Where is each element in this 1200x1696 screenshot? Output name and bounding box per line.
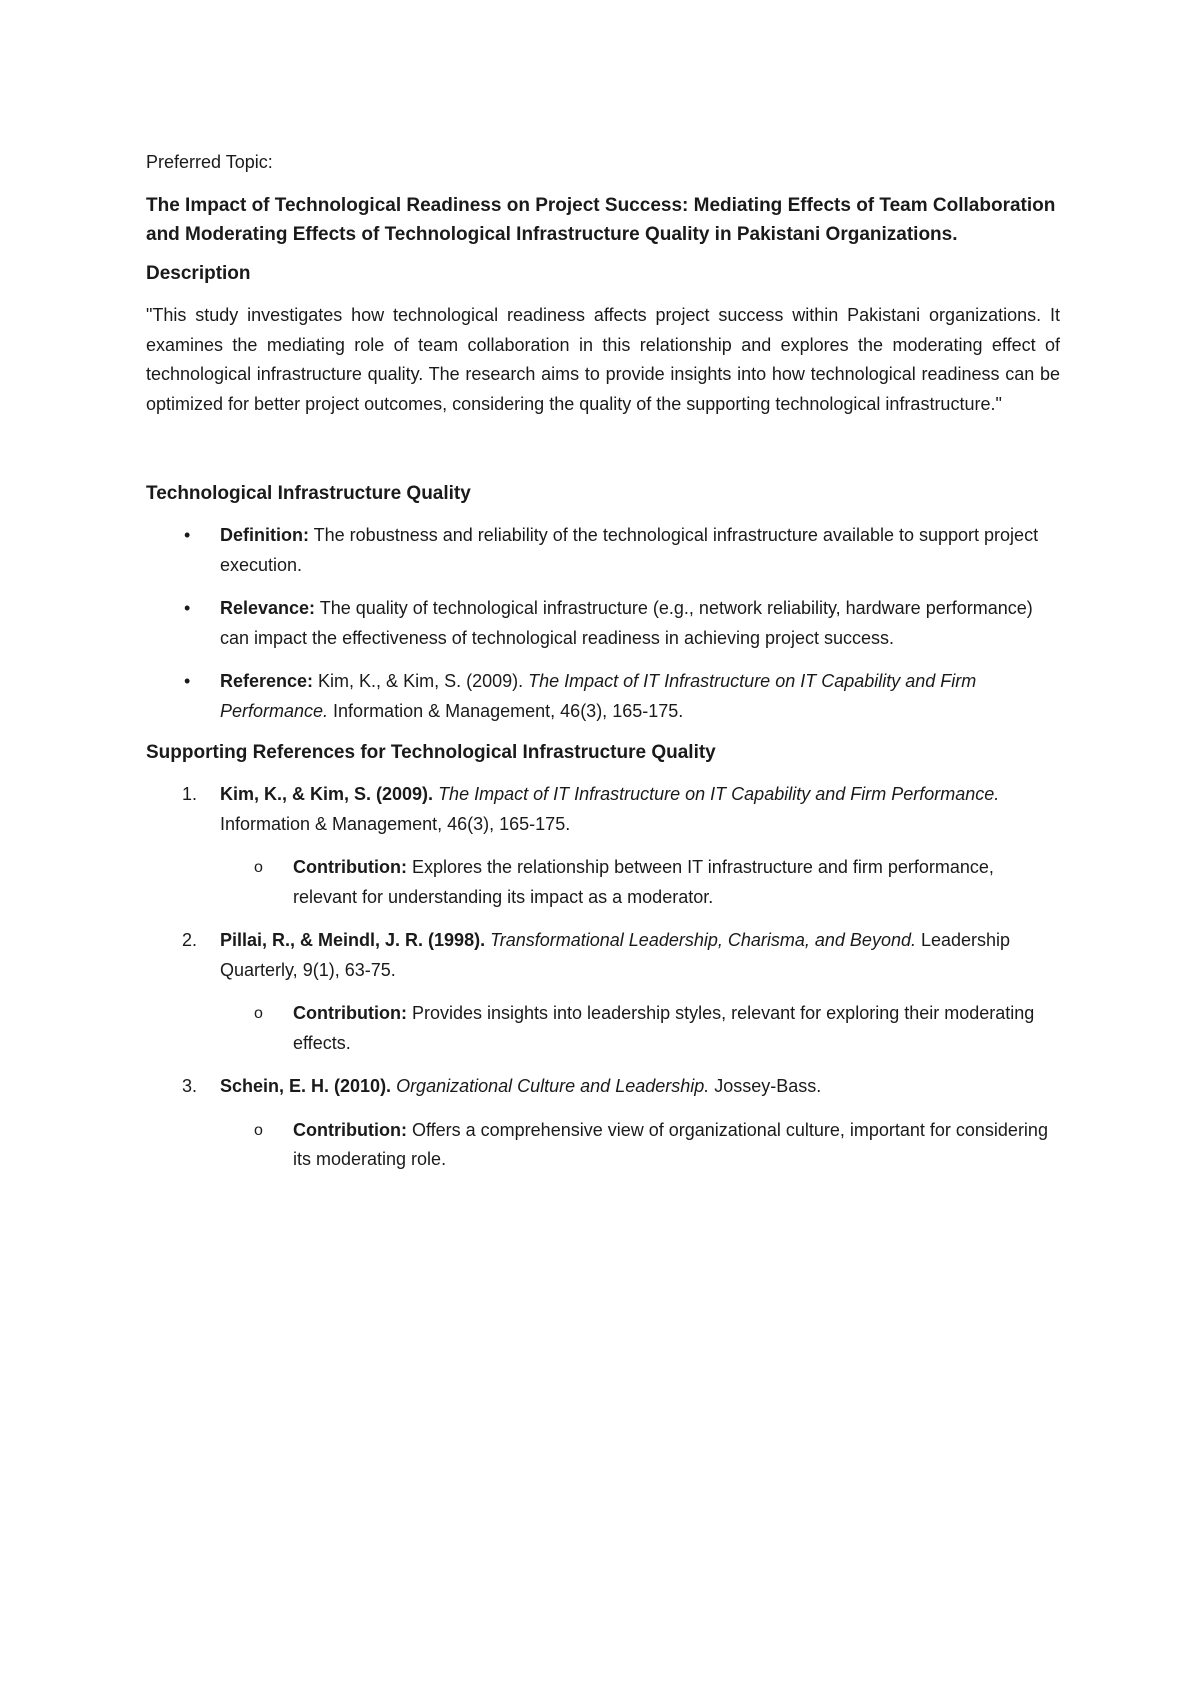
tiq-item-text: The robustness and reliability of the technological infrastructure available to support project execution. — [220, 525, 1039, 575]
references-list — [146, 780, 1060, 1175]
document-body — [146, 150, 1060, 1189]
reference-number: 1. — [182, 784, 198, 804]
tiq-item-relevance — [146, 594, 1060, 653]
contribution-text: Explores the relationship between IT infrastructure and firm performance, relevant for understanding its impact as a moderator. — [293, 857, 994, 907]
references-heading: Supporting References for Technological Infrastructure Quality — [146, 742, 716, 763]
reference-authors: Schein, E. H. (2010). — [220, 1076, 392, 1096]
preferred-topic-label: Preferred Topic: — [146, 152, 273, 172]
tiq-item-text: The quality of technological infrastructure (e.g., network reliability, hardware performance) can impact the effectiveness of technological readiness in achieving project success. — [220, 598, 1033, 648]
tiq-list — [146, 521, 1060, 726]
contribution-list — [220, 853, 1060, 912]
tiq-item-definition — [146, 521, 1060, 580]
reference-item — [146, 780, 1060, 912]
tiq-item-text: Kim, K., & Kim, S. (2009). — [313, 671, 529, 691]
tiq-item-label: Relevance: — [220, 598, 316, 618]
reference-item — [146, 1072, 1060, 1175]
sub-bullet-icon: o — [254, 1005, 263, 1022]
contribution-label: Contribution: — [293, 1003, 407, 1023]
reference-source: Information & Management, 46(3), 165-175. — [220, 813, 571, 834]
bullet-icon: • — [184, 671, 191, 691]
contribution-label: Contribution: — [293, 857, 407, 877]
contribution-item — [220, 1116, 1060, 1175]
contribution-label: Contribution: — [293, 1119, 407, 1140]
document-title: The Impact of Technological Readiness on Project Success: Mediating Effects of Team Collaboration and Moderating Effects of Technological Infrastructure Quality in Pakistani Organizations. — [146, 195, 1056, 245]
tiq-item-italic: The Impact of IT Infrastructure on IT Capability and Firm Performance. — [220, 671, 977, 721]
contribution-list — [220, 999, 1060, 1058]
tiq-item-tail: Information & Management, 46(3), 165-175. — [328, 700, 684, 721]
reference-source: Jossey-Bass. — [709, 1076, 822, 1096]
reference-number: 3. — [182, 1076, 198, 1096]
reference-title: Transformational Leadership, Charisma, and Beyond. — [485, 930, 916, 950]
reference-source: Leadership Quarterly, 9(1), 63-75. — [220, 930, 1011, 980]
bullet-icon: • — [184, 525, 191, 545]
sub-bullet-icon: o — [254, 859, 263, 876]
tiq-item-label: Definition: — [220, 525, 309, 545]
tiq-item-reference — [146, 667, 1060, 726]
description-heading: Description — [146, 263, 251, 284]
reference-authors: Kim, K., & Kim, S. (2009). — [220, 784, 434, 804]
reference-title: The Impact of IT Infrastructure on IT Capability and Firm Performance. — [433, 784, 1000, 804]
bullet-icon: • — [184, 598, 191, 618]
tiq-heading: Technological Infrastructure Quality — [146, 483, 471, 504]
tiq-item-label: Reference: — [220, 671, 314, 691]
contribution-text: Provides insights into leadership styles, relevant for exploring their moderating effects. — [293, 1003, 1035, 1053]
contribution-item — [220, 853, 1060, 912]
contribution-item — [220, 999, 1060, 1058]
reference-item — [146, 926, 1060, 1058]
contribution-text: Offers a comprehensive view of organizational culture, important for considering its moderating role. — [293, 1119, 1048, 1169]
reference-number: 2. — [182, 930, 198, 950]
reference-authors: Pillai, R., & Meindl, J. R. (1998). — [220, 930, 486, 950]
description-paragraph: "This study investigates how technological readiness affects project success within Pakistani organizations. It examines the mediating role of team collaboration in this relationship and explores the moderating effect of technological infrastructure quality. The research aims to provide insights into how technological readiness can be optimized for better project outcomes, considering the quality of the supporting technological infrastructure." — [146, 305, 1060, 414]
sub-bullet-icon: o — [254, 1121, 263, 1139]
reference-title: Organizational Culture and Leadership. — [391, 1076, 710, 1096]
contribution-list — [220, 1116, 1060, 1175]
